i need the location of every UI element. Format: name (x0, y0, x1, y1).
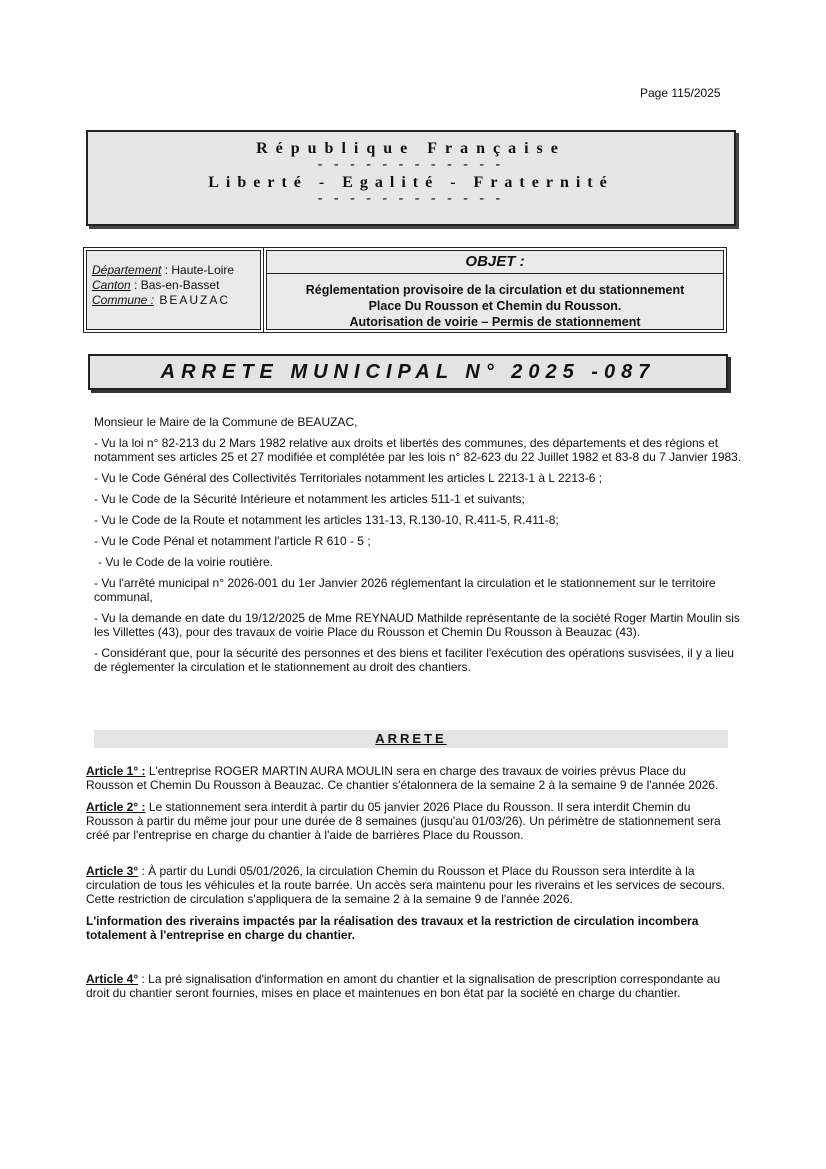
commune-value: BEAUZAC (154, 293, 231, 307)
article-2-label: Article 2° : (86, 800, 146, 814)
commune-label: Commune : (92, 293, 155, 307)
preamble-item: - Vu le Code Pénal et notamment l'article R 610 - 5 ; (94, 534, 371, 548)
republic-motto: Liberté - Egalité - Fraternité (208, 174, 614, 191)
article-1 (86, 764, 736, 792)
article-1-text: L'entreprise ROGER MARTIN AURA MOULIN sera en charge des travaux de voiries prévus Place du Rousson et Chemin Du Rousson à Beauzac. Ce chantier s'étalonnera de la semaine 2 à la semaine 9 de l'année 2026. (86, 764, 719, 792)
canton-line (92, 278, 260, 293)
header-dashes-top: - - - - - - - - - - - - (317, 157, 505, 172)
republic-title: République Française (256, 140, 566, 157)
article-2-text: Le stationnement sera interdit à partir du 05 janvier 2026 Place du Rousson. Il sera interdit Chemin du Rousson à partir du même jour pour une durée de 8 semaines (jusqu'au 01/03/26). Un périmètre de stationnement sera créé par l'entreprise en charge du chantier à l'aide de barrières Place du Rousson. (86, 800, 721, 842)
canton-value: : Bas-en-Basset (130, 278, 220, 292)
canton-label: Canton (92, 278, 131, 292)
article-3-note: L'information des riverains impactés par la réalisation des travaux et la restriction de circulation incombera totalement à l'entreprise en charge du chantier. (86, 914, 699, 942)
departement-value: : Haute-Loire (161, 263, 235, 277)
article-4-text: : La pré signalisation d'information en amont du chantier et la signalisation de prescription correspondante au droit du chantier seront fournies, mises en place et maintenues en bon état par la société en charge du chantier. (86, 972, 721, 1000)
preamble-item: - Vu le Code de la voirie routière. (98, 555, 273, 569)
arrete-section-bar (94, 730, 728, 748)
location-info (86, 250, 261, 330)
departement-label: Département (92, 263, 162, 277)
objet-line-2: Place Du Rousson et Chemin du Rousson. (368, 299, 622, 313)
objet-box (266, 250, 724, 330)
article-1-label: Article 1° : (86, 764, 146, 778)
preamble-item: - Vu le Code de la Route et notamment les articles 131-13, R.130-10, R.411-5, R.411-8; (94, 513, 559, 527)
preamble-item: - Vu l'arrêté municipal n° 2026-001 du 1er Janvier 2026 réglementant la circulation et le stationnement sur le territoire communal, (94, 576, 716, 604)
preamble-item: - Considérant que, pour la sécurité des personnes et des biens et faciliter l'exécution des opérations susvisées, il y a lieu de réglementer la circulation et le stationnement au droit des chantiers. (94, 646, 734, 674)
commune-line (92, 293, 260, 308)
preamble-item: - Vu le Code Général des Collectivités Territoriales notamment les articles L 2213-1 à L 2213-6 ; (94, 471, 603, 485)
preamble-item: - Vu la loi n° 82-213 du 2 Mars 1982 relative aux droits et libertés des communes, des départements et des régions et notamment ses articles 25 et 27 modifiée et complétée par les lois n° 82-623 du 22 Juillet 1982 et 83-8 du 7 Janvier 1983. (94, 436, 742, 464)
article-3-label: Article 3° (86, 864, 139, 878)
objet-description (267, 282, 723, 330)
preamble-intro: Monsieur le Maire de la Commune de BEAUZAC, (94, 415, 358, 429)
objet-line-3: Autorisation de voirie – Permis de stationnement (349, 315, 641, 329)
article-3-text: : À partir du Lundi 05/01/2026, la circulation Chemin du Rousson et Place du Rousson sera interdite à la circulation de tous les véhicules et la route barrée. Un accès sera maintenu pour les riverains et les services de secours. Cette restriction de circulation s'appliquera de la semaine 2 à la semaine 9 de l'année 2026. (86, 864, 725, 906)
preamble-item: - Vu la demande en date du 19/12/2025 de Mme REYNAUD Mathilde représentante de la société Roger Martin Moulin sis les Villettes (43), pour des travaux de voirie Place du Rousson et Chemin Du Rousson à Beauzac (43). (94, 611, 740, 639)
republic-header (86, 130, 736, 226)
objet-title: OBJET : (267, 251, 723, 274)
article-2 (86, 800, 736, 842)
objet-line-1: Réglementation provisoire de la circulation et du stationnement (305, 283, 685, 297)
articles (86, 764, 736, 1008)
arrete-section-title: ARRETE (375, 731, 447, 746)
article-4 (86, 972, 736, 1000)
arrete-title: ARRETE MUNICIPAL N° 2025 -087 (88, 354, 728, 390)
departement-line (92, 263, 260, 278)
header-dashes-bottom: - - - - - - - - - - - - (317, 191, 505, 206)
page-number: Page 115/2025 (640, 86, 721, 100)
article-4-label: Article 4° (86, 972, 139, 986)
preamble-item: - Vu le Code de la Sécurité Intérieure et notamment les articles 511-1 et suivants; (94, 492, 525, 506)
article-3 (86, 864, 736, 906)
preamble (94, 415, 749, 681)
